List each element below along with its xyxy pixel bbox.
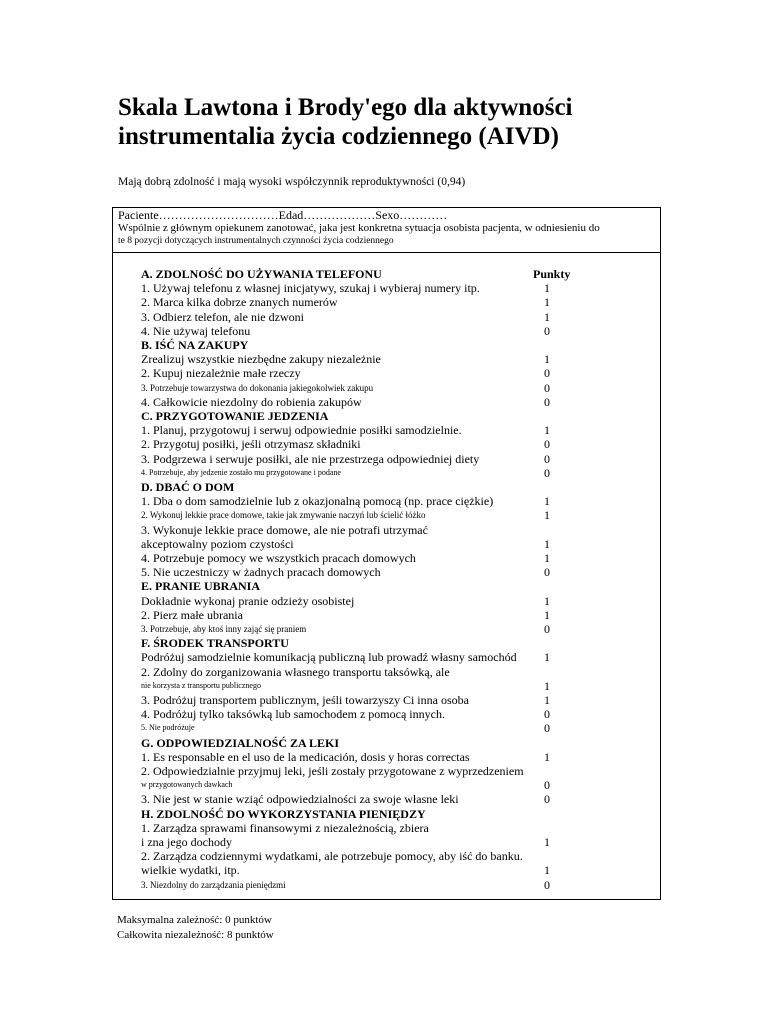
item-points: 1 [544, 863, 550, 878]
item-points: 0 [544, 323, 550, 338]
instructions-line-2: te 8 pozycji dotyczących instrumentalnych czynności życia codziennego [118, 236, 394, 246]
scale-item: 2. Pierz małe ubrania [141, 607, 243, 622]
section-heading: G. ODPOWIEDZIALNOŚĆ ZA LEKI [141, 735, 340, 750]
scale-item: w przygotowanych dawkach [141, 780, 233, 790]
item-points: 0 [544, 721, 550, 736]
section-heading: C. PRZYGOTOWANIE JEDZENIA [141, 409, 329, 423]
item-points: 0 [544, 366, 550, 381]
scale-item: 3. Podróżuj transportem publicznym, jeśli towarzyszy Ci inna osoba [141, 693, 469, 707]
scale-item: 2. Wykonuj lekkie prace domowe, takie jak zmywanie naczyń lub ścielić łóżko [141, 510, 426, 521]
footer-full-independence: Całkowita niezależność: 8 punktów [117, 929, 274, 941]
scale-item: 4. Potrzebuje, aby jedzenie zostało mu przygotowane i podane [141, 467, 341, 477]
scale-item: 2. Marca kilka dobrze znanych numerów [141, 295, 338, 310]
item-points: 1 [544, 508, 550, 523]
document-subtitle: Mają dobrą zdolność i mają wysoki współczynnik reproduktywności (0,94) [118, 176, 466, 188]
scale-item: 3. Potrzebuje, aby ktoś inny zająć się praniem [141, 624, 307, 634]
item-points: 0 [544, 565, 550, 580]
scale-item: Dokładnie wykonaj pranie odzieży osobistej [141, 593, 355, 608]
scale-item: 3. Podgrzewa i serwuje posiłki, ale nie przestrzega odpowiedniej diety [141, 451, 480, 466]
patient-header [113, 208, 660, 253]
item-points: 1 [544, 352, 550, 367]
section-heading: H. ZDOLNOŚĆ DO WYKORZYSTANIA PIENIĘDZY [141, 806, 426, 821]
document-title: Skala Lawtona i Brody'ego dla aktywności instrumentalia życia codziennego (AIVD) [118, 94, 573, 150]
scale-item: 4. Potrzebuje pomocy we wszystkich pracach domowych [141, 551, 416, 565]
footer-max-dependence: Maksymalna zależność: 0 punktów [117, 914, 272, 926]
scale-item: 2. Kupuj niezależnie małe rzeczy [141, 366, 301, 381]
scale-item: 2. Zarządza codziennymi wydatkami, ale potrzebuje pomocy, aby iść do banku. [141, 849, 523, 864]
scale-item: 4. Nie używaj telefonu [141, 323, 251, 338]
item-points: 1 [544, 281, 550, 296]
scale-item: 3. Potrzebuje towarzystwa do dokonania jakiegokolwiek zakupu [141, 382, 374, 393]
item-points: 0 [544, 394, 550, 409]
item-points: 0 [544, 437, 550, 452]
item-points: 0 [544, 877, 550, 892]
scale-item: 1. Zarządza sprawami finansowymi z niezależnością, zbiera [141, 820, 429, 835]
item-points: 0 [544, 792, 550, 807]
scale-item: 5. Nie podróżuje [141, 723, 195, 733]
item-points: 0 [544, 778, 550, 793]
scale-item: nie korzysta z transportu publicznego [141, 680, 261, 690]
points-column-label: Punkty [533, 267, 571, 281]
item-points: 1 [544, 295, 550, 310]
item-points: 1 [544, 749, 550, 764]
item-points: 0 [544, 451, 550, 466]
item-points: 1 [544, 551, 550, 565]
instructions-line: Wspólnie z głównym opiekunem zanotować, jaka jest konkretna sytuacja osobista pacjenta, w odniesieniu do [118, 222, 600, 234]
scale-box [112, 207, 661, 900]
scale-item: akceptowalny poziom czystości [141, 536, 294, 551]
scale-item: 4. Całkowicie niezdolny do robienia zakupów [141, 394, 362, 409]
scale-item: Podróżuj samodzielnie komunikacją publiczną lub prowadź własny samochód [141, 650, 517, 665]
scale-item: wielkie wydatki, itp. [141, 863, 240, 878]
item-points: 1 [544, 536, 550, 551]
scale-item: 5. Nie uczestniczy w żadnych pracach domowych [141, 565, 381, 580]
scale-item: 2. Odpowiedzialnie przyjmuj leki, jeśli zostały przygotowane z wyprzedzeniem [141, 764, 524, 778]
item-points: 0 [544, 380, 550, 395]
scale-item: 1. Używaj telefonu z własnej inicjatywy, szukaj i wybieraj numery itp. [141, 281, 480, 296]
section-heading: A. ZDOLNOŚĆ DO UŻYWANIA TELEFONU [141, 267, 382, 281]
section-heading: E. PRANIE UBRANIA [141, 579, 261, 594]
section-heading: D. DBAĆ O DOM [141, 480, 235, 494]
section-heading: F. ŚRODEK TRANSPORTU [141, 636, 289, 651]
item-points: 1 [544, 607, 550, 622]
item-points: 0 [544, 707, 550, 722]
item-points: 1 [544, 835, 550, 849]
scale-item: 2. Przygotuj posiłki, jeśli otrzymasz składniki [141, 437, 361, 452]
scale-item: 3. Odbierz telefon, ale nie dzwoni [141, 309, 304, 324]
item-points: 1 [544, 423, 550, 438]
scale-item: 2. Zdolny do zorganizowania własnego transportu taksówką, ale [141, 664, 450, 679]
scale-item: 3. Wykonuje lekkie prace domowe, ale nie potrafi utrzymać [141, 522, 428, 537]
patient-info-line: Paciente…………………………Edad………………Sexo………… [118, 208, 448, 222]
item-points: 1 [544, 309, 550, 324]
section-heading: B. IŚĆ NA ZAKUPY [141, 338, 249, 352]
scale-item: 1. Planuj, przygotowuj i serwuj odpowiednie posiłki samodzielnie. [141, 423, 462, 438]
item-points: 0 [544, 622, 550, 636]
item-points: 0 [544, 465, 550, 480]
scale-item: Zrealizuj wszystkie niezbędne zakupy niezależnie [141, 352, 381, 367]
scale-item: 4. Podróżuj tylko taksówką lub samochodem z pomocą innych. [141, 707, 445, 722]
item-points: 1 [544, 593, 550, 608]
scale-item: 1. Dba o dom samodzielnie lub z okazjonalną pomocą (np. prace ciężkie) [141, 494, 494, 509]
item-points: 1 [544, 494, 550, 509]
item-points: 1 [544, 678, 550, 693]
item-points: 1 [544, 650, 550, 665]
scale-item: 1. Es responsable en el uso de la medicación, dosis y horas correctas [141, 749, 470, 764]
scale-item: 3. Nie jest w stanie wziąć odpowiedzialności za swoje własne leki [141, 792, 459, 807]
item-points: 1 [544, 693, 550, 707]
scale-item: 3. Niezdolny do zarządzania pieniędzmi [141, 879, 286, 890]
scale-item: i zna jego dochody [141, 835, 232, 849]
